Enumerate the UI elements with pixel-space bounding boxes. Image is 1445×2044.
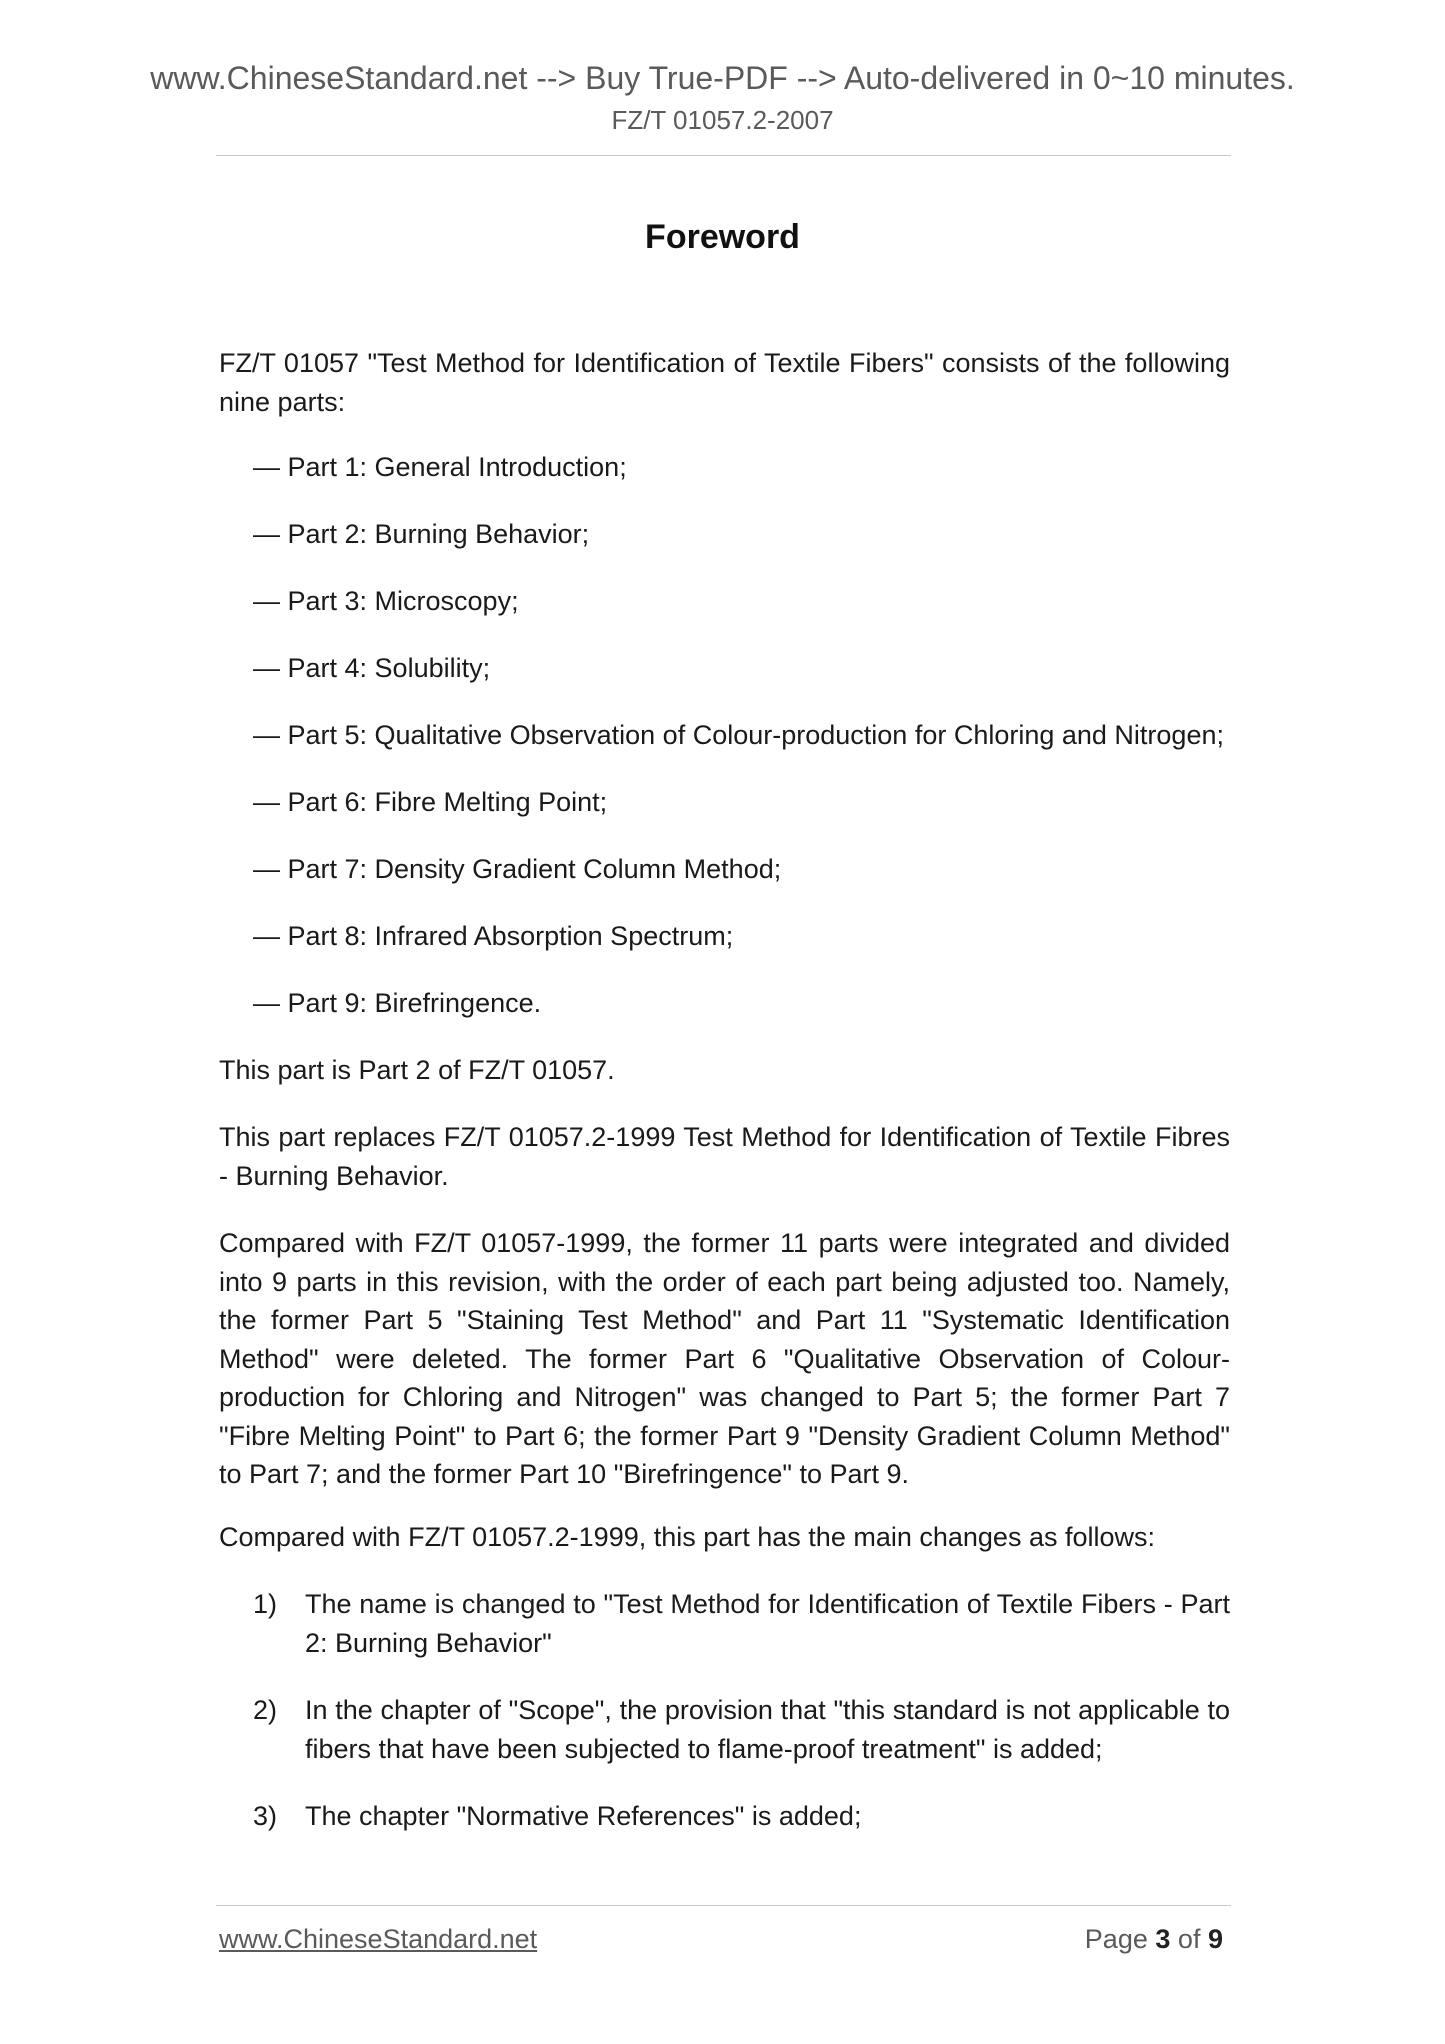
- list-item-part-2: — Part 2: Burning Behavior;: [253, 519, 590, 549]
- page-current: 3: [1155, 1924, 1171, 1954]
- page-title: Foreword: [645, 218, 800, 256]
- list-item-part-1: — Part 1: General Introduction;: [253, 452, 627, 482]
- intro-paragraph: FZ/T 01057 "Test Method for Identification of Textile Fibers" consists of the following nine parts:: [219, 348, 1230, 417]
- list-item-text: The chapter "Normative References" is added;: [305, 1801, 862, 1831]
- footer-website-link[interactable]: www.ChineseStandard.net: [219, 1924, 538, 1954]
- page-indicator: [1085, 1922, 1223, 1956]
- paragraph-comparison-1999: Compared with FZ/T 01057-1999, the former 11 parts were integrated and divided into 9 parts in this revision, with the order of each part being adjusted too. Namely, the former Part 5 "Staining Test Method" and Part 11 "Systematic Identification Method" were deleted. The former Part 6 "Qualitative Observation of Colour-production for Chloring and Nitrogen" was changed to Part 5; the former Part 7 "Fibre Melting Point" to Part 6; the former Part 9 "Density Gradient Column Method" to Part 7; and the former Part 10 "Birefringence" to Part 9.: [219, 1228, 1230, 1489]
- list-item-text: The name is changed to "Test Method for Identification of Textile Fibers - Part 2: Burning Behavior": [305, 1589, 1230, 1658]
- paragraph-main-changes: Compared with FZ/T 01057.2-1999, this part has the main changes as follows:: [219, 1522, 1155, 1552]
- page-of: of: [1177, 1924, 1201, 1954]
- paragraph-replaces: This part replaces FZ/T 01057.2-1999 Test Method for Identification of Textile Fibres - Burning Behavior.: [219, 1122, 1230, 1191]
- list-item-change-1: [253, 1585, 1230, 1662]
- header-standard-code: FZ/T 01057.2-2007: [611, 105, 834, 135]
- list-item-text: In the chapter of "Scope", the provision that "this standard is not applicable to fibers that have been subjected to flame-proof treatment" is added;: [305, 1695, 1230, 1764]
- list-number: 3): [253, 1801, 278, 1831]
- list-item-part-5: — Part 5: Qualitative Observation of Colour-production for Chloring and Nitrogen;: [253, 720, 1224, 750]
- list-item-part-9: — Part 9: Birefringence.: [253, 988, 542, 1018]
- page-total: 9: [1207, 1924, 1223, 1954]
- list-item-part-8: — Part 8: Infrared Absorption Spectrum;: [253, 921, 734, 951]
- header-divider: [216, 155, 1231, 156]
- list-item-part-7: — Part 7: Density Gradient Column Method;: [253, 854, 782, 884]
- list-item-part-4: — Part 4: Solubility;: [253, 653, 491, 683]
- page-word: Page: [1084, 1924, 1148, 1954]
- list-item-part-6: — Part 6: Fibre Melting Point;: [253, 787, 608, 817]
- list-number: 2): [253, 1695, 278, 1725]
- list-number: 1): [253, 1589, 278, 1619]
- paragraph-part-statement: This part is Part 2 of FZ/T 01057.: [219, 1055, 615, 1085]
- header-banner: www.ChineseStandard.net --> Buy True-PDF --> Auto-delivered in 0~10 minutes.: [150, 60, 1295, 96]
- list-item-part-3: — Part 3: Microscopy;: [253, 586, 519, 616]
- list-item-change-2: [253, 1691, 1230, 1768]
- footer-divider: [216, 1905, 1231, 1906]
- list-item-change-3: [253, 1797, 1230, 1836]
